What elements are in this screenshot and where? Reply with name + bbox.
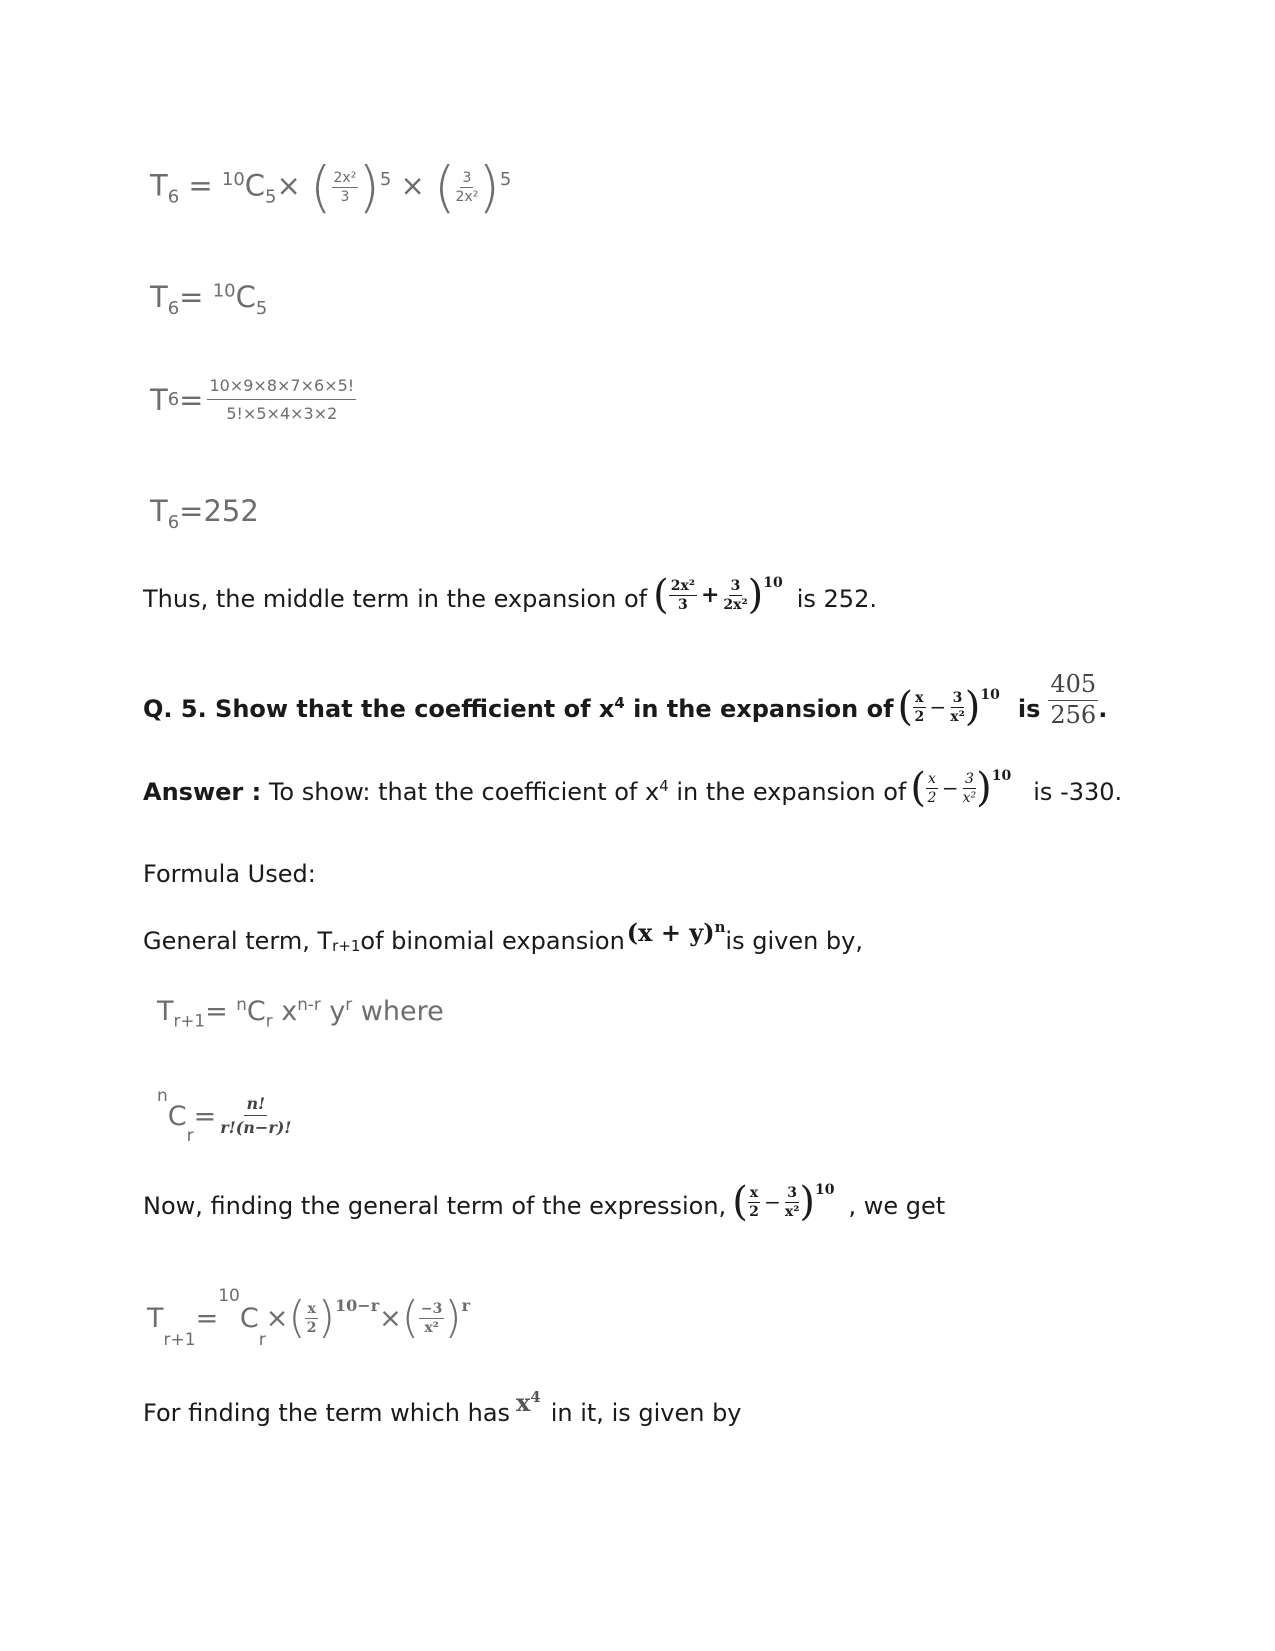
conclusion-line: Thus, the middle term in the expansion of ( $\frac{\text{2x²}}{3}$ + $\frac{3}{\text{2x²}}$ ) 10 is 252. xyxy=(143,572,877,618)
fraction: $\frac{n!}{r!(n-r)!}$ xyxy=(220,1094,292,1137)
expression-binomial: ( $\frac{x}{2}$ − $\frac{3}{\text{x²}}$ ) 10 xyxy=(910,765,1012,811)
equation-combination: n C r = $\frac{n!}{r!(n-r)!}$ xyxy=(157,1086,292,1146)
fraction: $\frac{3}{\text{x²}}$ xyxy=(950,689,965,725)
fraction: $\frac{3}{\text{x²}}$ xyxy=(962,770,977,806)
equation-general-term: $T_{r+1}= ^nC_r$ $x^{n-r}$ $y^r$ where xyxy=(157,994,444,1031)
expression-binomial: ( $\frac{x}{2}$ − $\frac{3}{\text{x²}}$ ) 10 xyxy=(732,1179,835,1225)
fraction: $\frac{3}{\text{2x²}}$ xyxy=(455,170,479,206)
expression-x-plus-y: $(x + y)^n$ xyxy=(626,918,726,947)
fraction: $\frac{x}{2}$ xyxy=(306,1300,317,1336)
answer-line: Answer : To show: that the coefficient of $x^4$ in the expansion of ( $\frac{x}{2}$ − $\frac{3}{\text{x²}}$ ) 10 is -330. xyxy=(143,765,1123,811)
fraction: $\frac{3}{\text{x²}}$ xyxy=(784,1184,800,1220)
equation-general-term-expression: T r+1 = 10 C r × ( $\frac{x}{2}$ ) 10−r × ( $\frac{-3}{\text{x²}}$ ) r xyxy=(147,1286,471,1350)
formula-used-label: Formula Used: xyxy=(143,860,316,888)
fraction: $\frac{-3}{\text{x²}}$ xyxy=(420,1300,443,1336)
equation-t6-result: $T_6=252$ xyxy=(150,494,259,533)
general-term-line: General term, T r+1 of binomial expansion $(x + y)^n$ is given by, xyxy=(143,918,863,955)
equation-t6-expansion: $T_6 = ^{10}C_5\times$ ( $\frac{\text{2x²}}{3}$ )$^5$ × ( $\frac{3}{\text{2x²}}$ )$^5$ xyxy=(150,155,512,219)
now-finding-line: Now, finding the general term of the expression, ( $\frac{x}{2}$ − $\frac{3}{\text{x²}}$ ) 10 , we get xyxy=(143,1179,946,1225)
fraction-answer: $\frac{405}{256}$ xyxy=(1050,670,1097,729)
fraction: $\frac{\text{2x²}}{3}$ xyxy=(333,170,357,206)
expression-binomial: ( $\frac{x}{2}$ − $\frac{3}{\text{x²}}$ ) 10 xyxy=(897,684,1000,730)
fraction: $\frac{\text{2x²}}{3}$ xyxy=(670,577,695,613)
x-power-4: $x^4$ xyxy=(516,1388,541,1417)
equation-t6-fraction: T 6 = $\frac{10\times 9\times 8\times 7\times 6\times 5!}{5!\times 5\times 4\times 3\times 2}$ xyxy=(150,376,355,423)
fraction: $\frac{x}{2}$ xyxy=(927,770,937,806)
fraction: $\frac{x}{2}$ xyxy=(914,689,925,725)
question-5: Q. 5. Show that the coefficient of $x^4$ in the expansion of ( $\frac{x}{2}$ − $\frac{3}{\text{x²}}$ ) 10 is $\frac{405}{256}$ . xyxy=(143,670,1108,730)
fraction: $\frac{10\times 9\times 8\times 7\times 6\times 5!}{5!\times 5\times 4\times 3\times 2}$ xyxy=(209,376,355,423)
fraction: $\frac{3}{\text{2x²}}$ xyxy=(723,577,748,613)
fraction: $\frac{x}{2}$ xyxy=(749,1184,759,1220)
finding-term-line: For finding the term which has $x^4$ in it, is given by xyxy=(143,1388,742,1427)
equation-t6-combination: $T_6= ^{10}C_5$ xyxy=(150,280,268,319)
expression-binomial: ( $\frac{\text{2x²}}{3}$ + $\frac{3}{\text{2x²}}$ ) 10 xyxy=(653,572,783,618)
